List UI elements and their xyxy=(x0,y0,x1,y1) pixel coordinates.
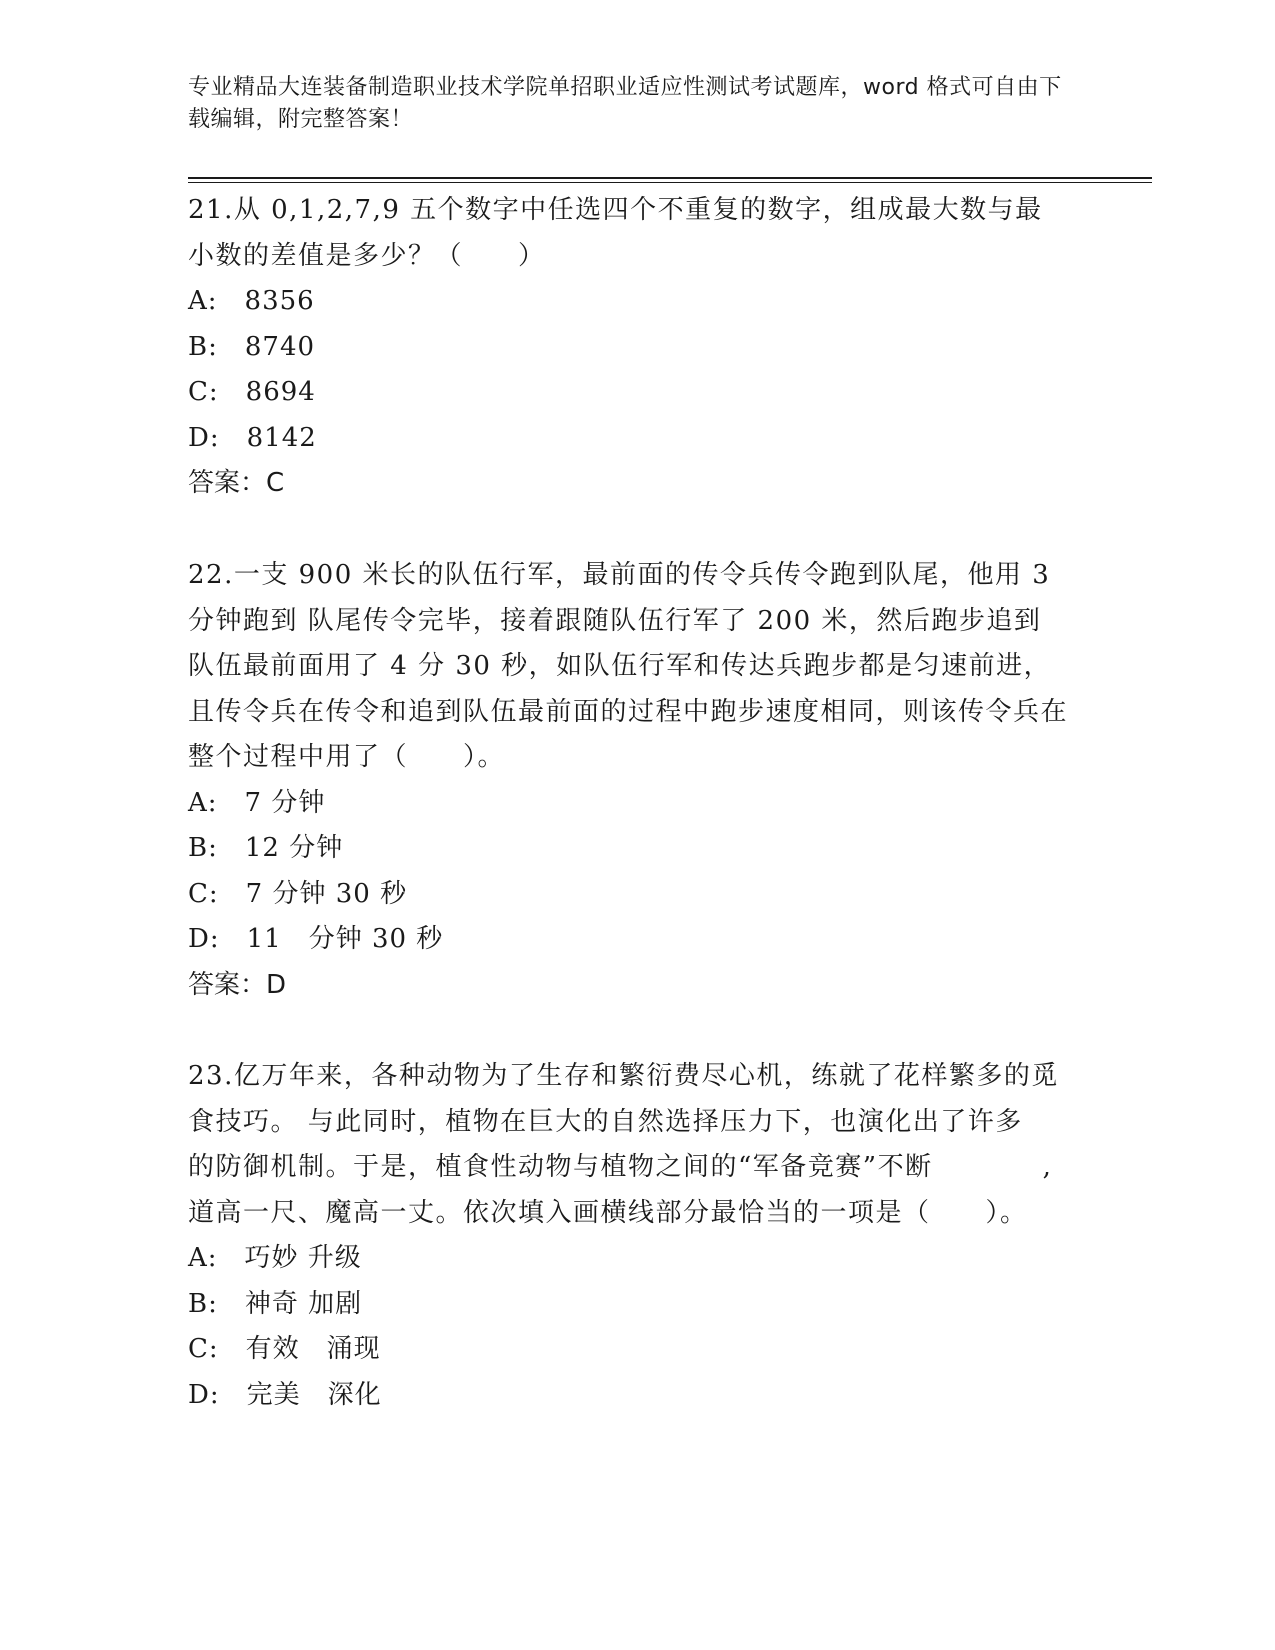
option-b: B: 8740 xyxy=(188,331,316,362)
option-d: D: 8142 xyxy=(188,422,317,453)
option-list xyxy=(188,781,1088,963)
question-22 xyxy=(188,553,1088,1005)
question-stem: 22.一支 900 米长的队伍行军，最前面的传令兵传令跑到队尾，他用 3 分钟跑到 队尾传令完毕，接着跟随队伍行军了 200 米，然后跑步追到队伍最前面用了 4 分 30 秒，如队伍行军和传达兵跑步都是匀速前进，且传令兵在传令和追到队伍最前面的过程中跑步速度相同，则该传令兵在整个过程中用了（ ）。 xyxy=(188,560,1069,772)
option-d: D: 完美 深化 xyxy=(188,1379,382,1410)
page-header: 专业精品大连装备制造职业技术学院单招职业适应性测试考试题库，word 格式可自由下载编辑，附完整答案！ xyxy=(188,75,1062,132)
option-b: B: 12 分钟 xyxy=(188,833,344,863)
option-a: A: 8356 xyxy=(188,286,315,316)
option-c: C: 8694 xyxy=(188,377,316,407)
option-a: A: 7 分钟 xyxy=(188,787,326,818)
question-stem: 21.从 0,1,2,7,9 五个数字中任选四个不重复的数字，组成最大数与最小数的差值是多少？（ ） xyxy=(188,195,1043,271)
option-c: C: 有效 涌现 xyxy=(188,1334,381,1364)
option-b: B: 神奇 加剧 xyxy=(188,1288,363,1319)
answer-key: 答案：D xyxy=(188,969,287,1000)
header-divider-thin xyxy=(188,182,1152,183)
answer-key: 答案：C xyxy=(188,468,285,498)
option-c: C: 7 分钟 30 秒 xyxy=(188,878,408,909)
question-21 xyxy=(188,188,1088,503)
header-divider xyxy=(188,177,1152,179)
option-a: A: 巧妙 升级 xyxy=(188,1243,362,1273)
option-list xyxy=(188,1236,1088,1418)
option-list xyxy=(188,279,1088,461)
question-23 xyxy=(188,1054,1133,1418)
option-d: D: 11 分钟 30 秒 xyxy=(188,924,444,954)
question-stem: 23.亿万年来，各种动物为了生存和繁衍费尽心机，练就了花样繁多的觅食技巧。 与此同时，植物在巨大的自然选择压力下，也演化出了许多 的防御机制。于是，植食性动物与植物之间的“军备竞赛”不断 ,道高一尺、魔高一丈。依次填入画横线部分最恰当的一项是（ ）。 xyxy=(188,1061,1133,1228)
